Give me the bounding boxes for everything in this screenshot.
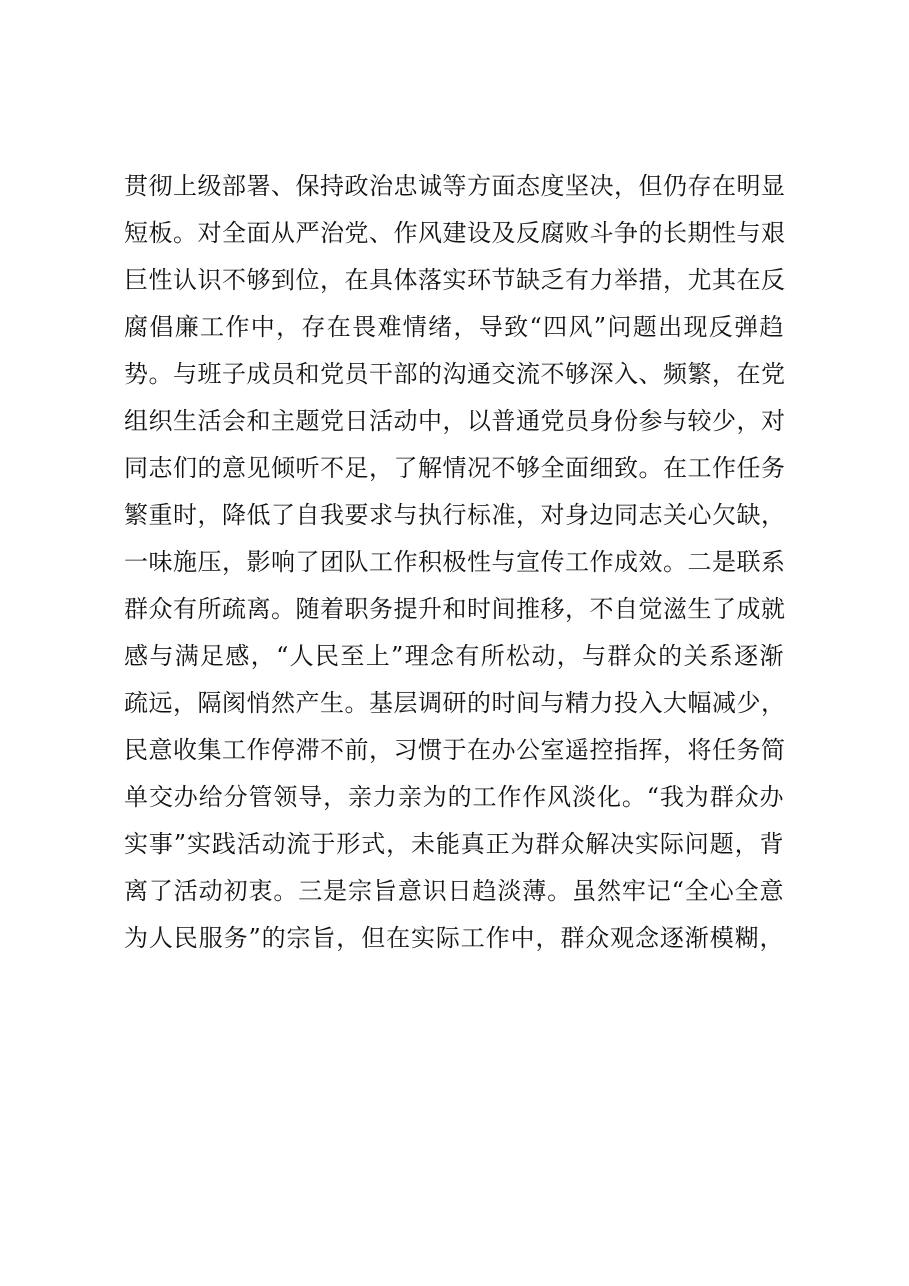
text-line: 短板。对全面从严治党、作风建设及反腐败斗争的长期性与艰 (124, 219, 786, 247)
text-line: 繁重时，降低了自我要求与执行标准，对身边同志关心欠缺， (124, 501, 786, 529)
text-line: 巨性认识不够到位，在具体落实环节缺乏有力举措，尤其在反 (124, 266, 786, 294)
text-line: 势。与班子成员和党员干部的沟通交流不够深入、频繁，在党 (124, 360, 786, 388)
text-line: 腐倡廉工作中，存在畏难情绪，导致“四风”问题出现反弹趋 (124, 313, 784, 341)
text-line: 群众有所疏离。随着职务提升和时间推移，不自觉滋生了成就 (124, 595, 786, 623)
body-text (124, 163, 784, 962)
text-line: 实事”实践活动流于形式，未能真正为群众解决实际问题，背 (124, 830, 784, 858)
text-line: 单交办给分管领导，亲力亲为的工作作风淡化。“我为群众办 (124, 783, 784, 811)
text-line: 一味施压，影响了团队工作积极性与宣传工作成效。二是联系 (124, 548, 786, 576)
text-line: 同志们的意见倾听不足，了解情况不够全面细致。在工作任务 (124, 454, 786, 482)
text-line: 感与满足感，“人民至上”理念有所松动，与群众的关系逐渐 (124, 642, 784, 670)
text-line: 疏远，隔阂悄然产生。基层调研的时间与精力投入大幅减少， (124, 689, 786, 717)
text-line: 为人民服务”的宗旨，但在实际工作中，群众观念逐渐模糊， (124, 924, 784, 952)
text-line: 组织生活会和主题党日活动中，以普通党员身份参与较少，对 (124, 407, 786, 435)
text-line: 离了活动初衷。三是宗旨意识日趋淡薄。虽然牢记“全心全意 (124, 877, 784, 905)
text-line: 民意收集工作停滞不前，习惯于在办公室遥控指挥，将任务简 (124, 736, 786, 764)
text-line: 贯彻上级部署、保持政治忠诚等方面态度坚决，但仍存在明显 (124, 172, 786, 200)
